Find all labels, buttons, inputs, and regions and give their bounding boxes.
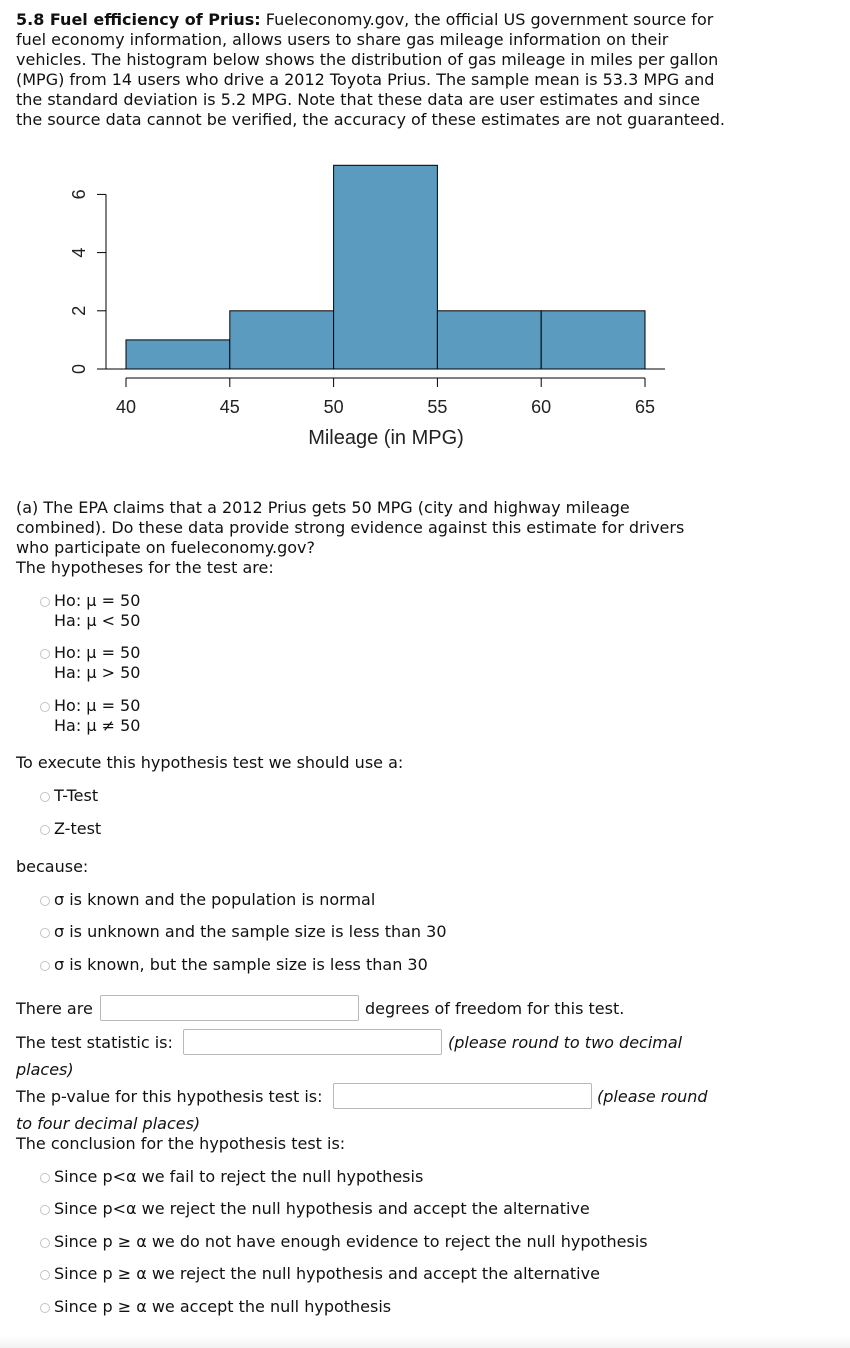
problem-text: Fueleconomy.gov, the official US government source for fuel economy information, allows users to share gas mileage information on their vehicles. The histogram below shows the distribution of gas mileage in miles per gallon (MPG) from 14 users who drive a 2012 Toyota Prius. The sample mean is 53.3 MPG and the standard deviation is 5.2 MPG. Note that these data are user estimates and since the source data cannot be verified, the accuracy of these estimates are not guaranteed. bbox=[16, 10, 725, 129]
conclusion-prompt: The conclusion for the hypothesis test is: bbox=[16, 1134, 346, 1153]
hypothesis-3-h0: Ho: μ = 50 bbox=[54, 696, 141, 715]
conclusion-radio-3[interactable] bbox=[40, 1238, 50, 1248]
hypothesis-radio-1[interactable] bbox=[40, 597, 50, 607]
conclusion-option-2[interactable] bbox=[40, 1199, 590, 1219]
hypothesis-option-1[interactable] bbox=[40, 591, 140, 631]
test-statistic-input[interactable] bbox=[183, 1029, 442, 1055]
hypothesis-radio-3[interactable] bbox=[40, 702, 50, 712]
problem-intro bbox=[16, 10, 726, 130]
conclusion-option-4[interactable] bbox=[40, 1264, 600, 1284]
part-a-text: (a) The EPA claims that a 2012 Prius gets 50 MPG (city and highway mileage combined). Do these data provide strong evidence against this estimate for drivers who participate on fueleconomy.gov? bbox=[16, 498, 685, 557]
y-tick-label: 4 bbox=[69, 247, 89, 258]
p-value-input[interactable] bbox=[333, 1083, 592, 1109]
conclusion-radio-4[interactable] bbox=[40, 1270, 50, 1280]
reason-radio-2[interactable] bbox=[40, 928, 50, 938]
x-tick-label: 45 bbox=[219, 397, 240, 417]
df-prefix: There are bbox=[16, 999, 93, 1018]
conclusion-option-5[interactable] bbox=[40, 1297, 391, 1317]
x-tick-label: 55 bbox=[427, 397, 448, 417]
histogram-bar bbox=[126, 340, 230, 369]
x-tick-label: 65 bbox=[634, 397, 656, 417]
hypothesis-option-3[interactable] bbox=[40, 696, 140, 736]
conclusion-radio-2[interactable] bbox=[40, 1205, 50, 1215]
hypothesis-option-2[interactable] bbox=[40, 643, 140, 683]
hypothesis-2-ha: Ha: μ > 50 bbox=[54, 663, 141, 682]
x-tick-label: 50 bbox=[323, 397, 344, 417]
conclusion-radio-1[interactable] bbox=[40, 1173, 50, 1183]
test-option-z[interactable] bbox=[40, 819, 101, 839]
reason-option-2[interactable] bbox=[40, 922, 447, 942]
reason-radio-3[interactable] bbox=[40, 961, 50, 971]
test-label-z: Z-test bbox=[54, 819, 102, 838]
conclusion-option-1[interactable] bbox=[40, 1167, 423, 1187]
y-tick-label: 2 bbox=[69, 305, 89, 316]
reason-label-1: σ is known and the population is normal bbox=[54, 890, 376, 909]
df-suffix: degrees of freedom for this test. bbox=[365, 999, 625, 1018]
histogram-bar bbox=[230, 311, 334, 369]
degrees-of-freedom-input[interactable] bbox=[100, 995, 359, 1021]
stat-prefix: The test statistic is: bbox=[16, 1033, 173, 1052]
hypothesis-2-h0: Ho: μ = 50 bbox=[54, 643, 141, 662]
page-bottom-edge bbox=[0, 1336, 850, 1348]
because-label: because: bbox=[16, 857, 89, 876]
y-tick-label: 0 bbox=[69, 363, 89, 375]
conclusion-label-2: Since p<α we reject the null hypothesis and accept the alternative bbox=[54, 1199, 590, 1218]
mileage-histogram bbox=[0, 150, 720, 450]
hypothesis-3-ha: Ha: μ ≠ 50 bbox=[54, 716, 141, 735]
x-tick-label: 40 bbox=[115, 397, 137, 417]
test-radio-z[interactable] bbox=[40, 825, 50, 835]
stat-round-note-cont: places) bbox=[16, 1060, 74, 1079]
conclusion-label-4: Since p ≥ α we reject the null hypothesis and accept the alternative bbox=[54, 1264, 600, 1283]
y-ticks bbox=[69, 189, 106, 374]
conclusion-radio-5[interactable] bbox=[40, 1303, 50, 1313]
pvalue-round-note: (please round bbox=[597, 1087, 708, 1106]
y-tick-label: 6 bbox=[69, 189, 89, 200]
histogram-bar bbox=[541, 311, 645, 369]
part-a-question bbox=[16, 498, 716, 578]
reason-option-1[interactable] bbox=[40, 890, 375, 910]
conclusion-label-3: Since p ≥ α we do not have enough evidence to reject the null hypothesis bbox=[54, 1232, 648, 1251]
problem-heading: 5.8 Fuel efficiency of Prius: bbox=[16, 10, 261, 29]
x-axis-label: Mileage (in MPG) bbox=[308, 427, 464, 449]
x-tick-label: 60 bbox=[531, 397, 552, 417]
x-ticks bbox=[116, 378, 655, 417]
test-option-t[interactable] bbox=[40, 786, 98, 806]
conclusion-option-3[interactable] bbox=[40, 1232, 648, 1252]
stat-round-note: (please round to two decimal bbox=[448, 1033, 683, 1052]
histogram-bars bbox=[126, 165, 645, 369]
reason-radio-1[interactable] bbox=[40, 896, 50, 906]
hypothesis-1-ha: Ha: μ < 50 bbox=[54, 611, 141, 630]
test-label-t: T-Test bbox=[54, 786, 99, 805]
hypothesis-1-h0: Ho: μ = 50 bbox=[54, 591, 141, 610]
reason-label-3: σ is known, but the sample size is less than 30 bbox=[54, 955, 428, 974]
reason-label-2: σ is unknown and the sample size is less than 30 bbox=[54, 922, 447, 941]
histogram-bar bbox=[437, 311, 541, 369]
histogram-bar bbox=[334, 165, 438, 369]
conclusion-label-5: Since p ≥ α we accept the null hypothesis bbox=[54, 1297, 392, 1316]
conclusion-label-1: Since p<α we fail to reject the null hypothesis bbox=[54, 1167, 424, 1186]
test-prompt: To execute this hypothesis test we should use a: bbox=[16, 753, 404, 772]
hypotheses-prompt: The hypotheses for the test are: bbox=[16, 558, 274, 577]
hypothesis-radio-2[interactable] bbox=[40, 649, 50, 659]
test-radio-t[interactable] bbox=[40, 792, 50, 802]
pvalue-round-note-cont: to four decimal places) bbox=[16, 1114, 201, 1133]
reason-option-3[interactable] bbox=[40, 955, 428, 975]
pvalue-prefix: The p-value for this hypothesis test is: bbox=[16, 1087, 323, 1106]
